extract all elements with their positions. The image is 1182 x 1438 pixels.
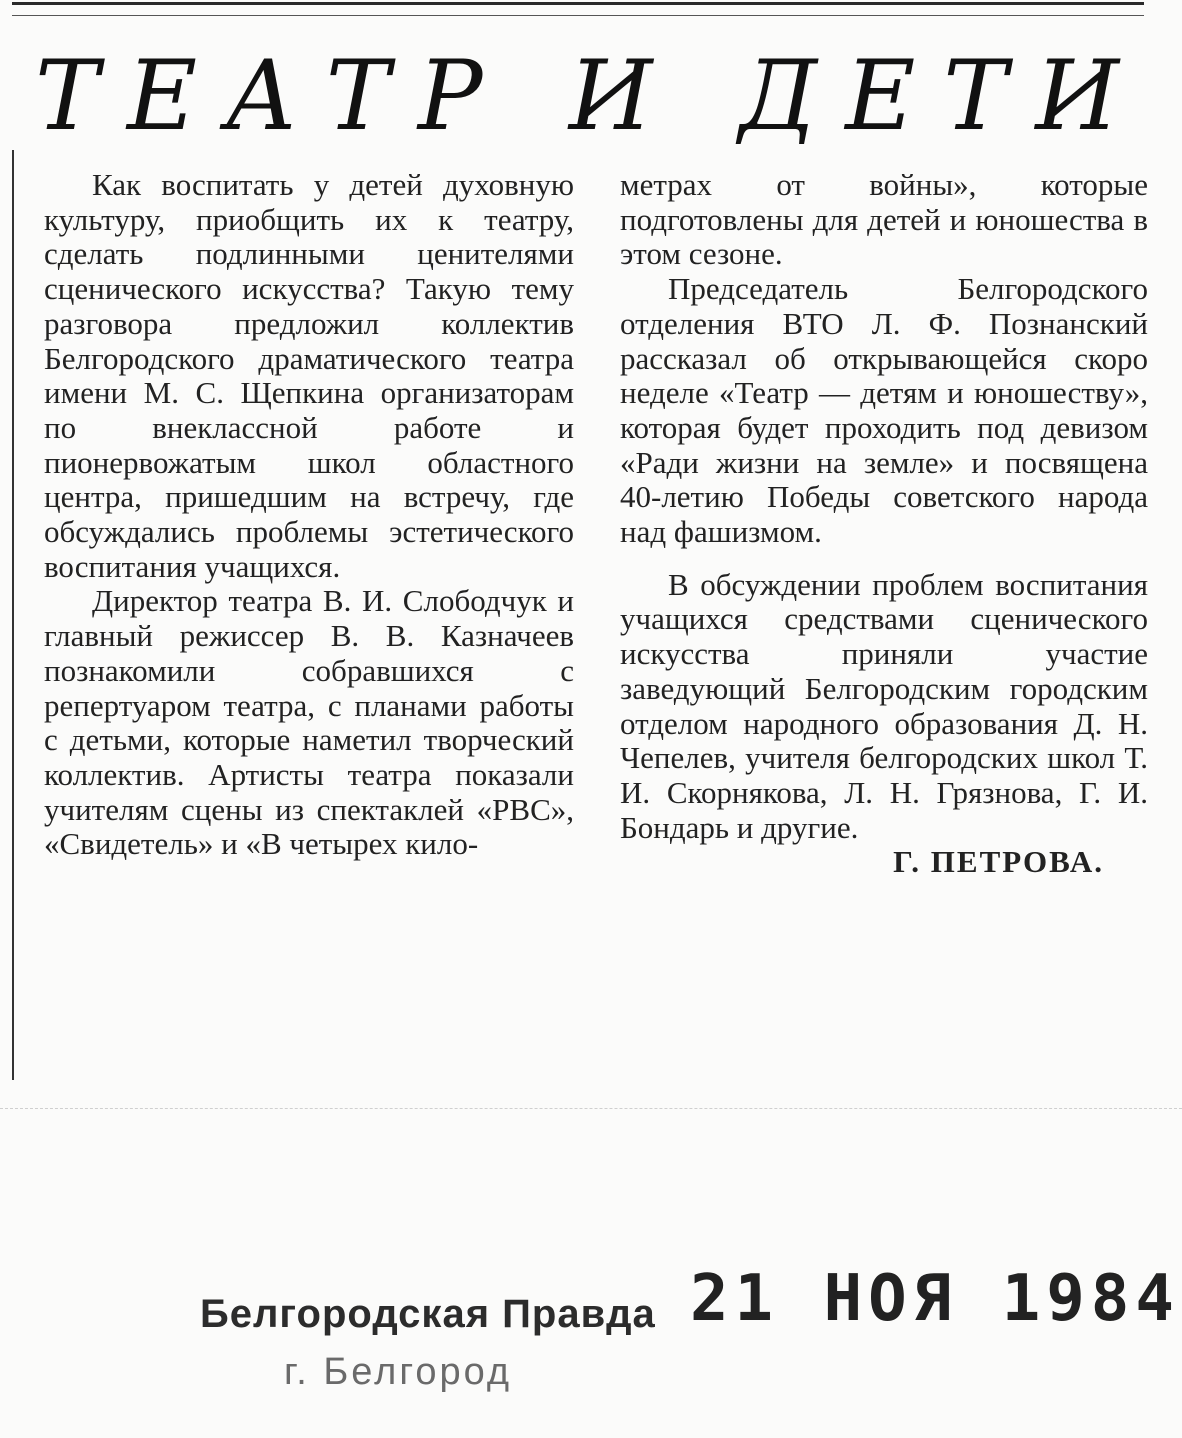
archive-stamp	[200, 1292, 656, 1394]
paragraph: Как воспитать у детей духовную культуру, приобщить их к театру, сделать подлинными ценителями сценического искусства? Такую тему разговора предложил коллектив Белгородского драматического театра имени М. С. Щепкина организаторам по внеклассной работе и пионервожатым школ областного центра, пришедшим на встречу, где обсуждались проблемы эстетического воспитания учащихся.	[44, 167, 574, 584]
clipping-edge	[0, 1108, 1182, 1109]
stamp-date: 21 НОЯ 1984	[690, 1262, 1180, 1336]
stamp-city: г. Белгород	[284, 1351, 513, 1393]
left-rule	[12, 150, 14, 1080]
paragraph: В обсуждении проблем воспитания учащихся средствами сценического искусства приняли участие заведующий Белгородским городским отделом народного образования Д. Н. Чепелев, учителя белгородских школ Т. И. Скорнякова, Л. Н. Грязнова, Г. И. Бондарь и другие.	[620, 566, 1148, 845]
paragraph: метрах от войны», которые подготовлены для детей и юношества в этом сезоне.	[620, 167, 1148, 272]
headline: ТЕАТР И ДЕТИ	[34, 40, 1148, 152]
paragraph: Директор театра В. И. Слободчук и главный режиссер В. В. Казначеев познакомили собравшихся с репертуаром театра, с планами работы с детьми, которые наметил творческий коллектив. Артисты театра показали учителям сцены из спектаклей «РВС», «Свидетель» и «В четырех кило-	[44, 583, 574, 862]
stamp-newspaper-name: Белгородская Правда	[200, 1292, 656, 1336]
article-column-left	[44, 168, 574, 862]
top-rule	[12, 2, 1144, 16]
article-column-right	[620, 168, 1148, 880]
author-signature: Г. ПЕТРОВА.	[893, 844, 1104, 880]
paragraph: Председатель Белгородского отделения ВТО Л. Ф. Познанский рассказал об открывающейся скоро неделе «Театр — детям и юношеству», которая будет проходить под девизом «Ради жизни на земле» и посвящена 40-летию Победы советского народа над фашизмом.	[620, 271, 1148, 550]
